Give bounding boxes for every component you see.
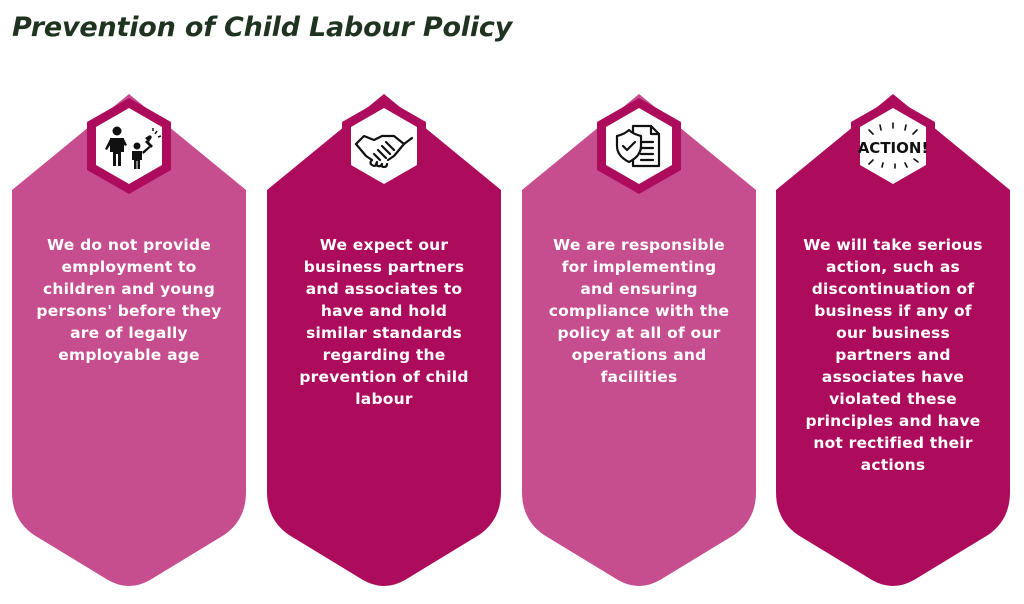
action-icon-text: ACTION!	[857, 139, 929, 157]
icon-badge	[589, 96, 689, 196]
policy-text: We do not provide employment to children and young persons' before they are of legally employable age	[36, 236, 222, 364]
policy-card-3	[522, 90, 756, 590]
icon-badge	[79, 96, 179, 196]
icon-badge	[843, 96, 943, 196]
action-icon	[843, 96, 943, 196]
policy-card-2	[267, 90, 501, 590]
policy-text: We will take serious action, such as discontinuation of business if any of our business partners and associates have violated these principles and have not rectified their actions	[803, 236, 983, 474]
handshake-icon	[334, 96, 434, 196]
icon-badge	[334, 96, 434, 196]
policy-text: We are responsible for implementing and ensuring compliance with the policy at all of our operations and facilities	[548, 236, 730, 386]
page-title: Prevention of Child Labour Policy	[12, 12, 513, 43]
policy-text: We expect our business partners and associates to have and hold similar standards regarding the prevention of child labour	[299, 236, 469, 408]
policy-card-1	[12, 90, 246, 590]
policy-card-4	[776, 90, 1010, 590]
child-labour-icon	[79, 96, 179, 196]
shield-document-icon	[589, 96, 689, 196]
